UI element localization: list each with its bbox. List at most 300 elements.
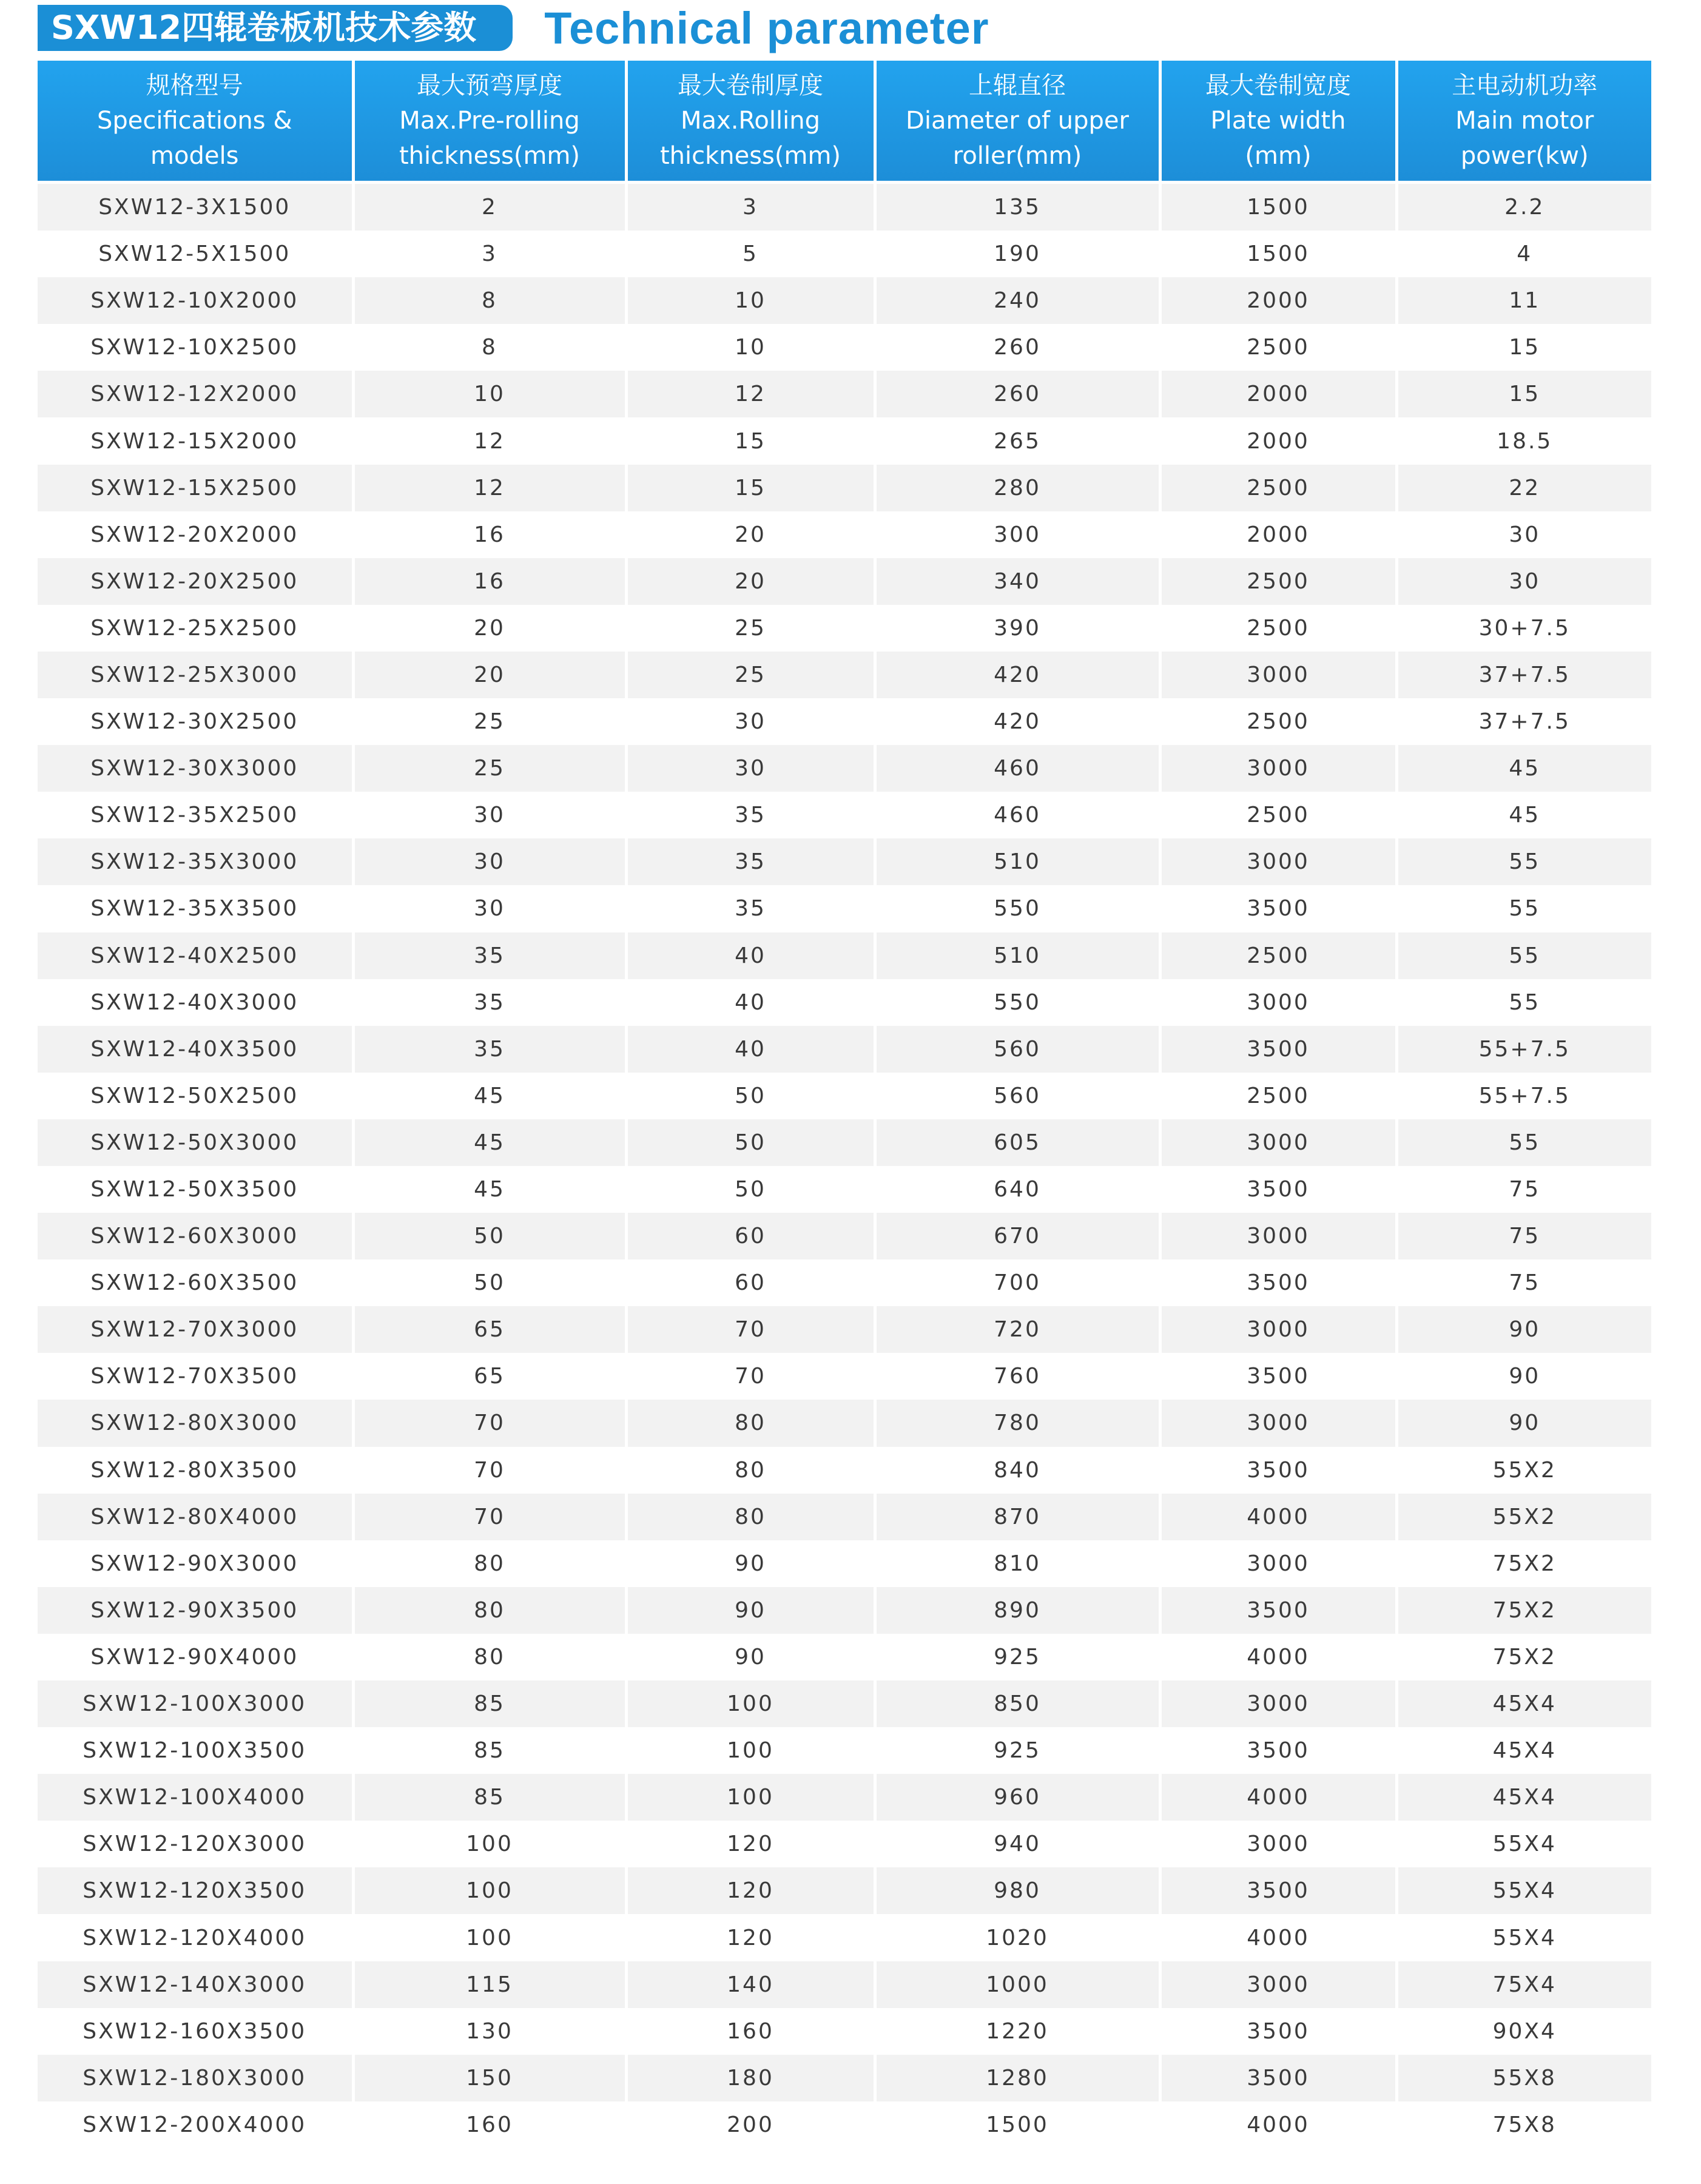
cell-motor-power: 55+7.5 [1396,1026,1651,1073]
cell-pre-rolling-thickness: 50 [353,1259,626,1306]
cell-pre-rolling-thickness: 70 [353,1400,626,1446]
cell-pre-rolling-thickness: 25 [353,745,626,792]
column-header-en: Max.Pre-rolling [399,107,580,135]
table-row [38,277,1651,324]
cell-rolling-thickness: 35 [626,792,875,838]
table-row [38,979,1651,1026]
cell-motor-power: 45 [1396,745,1651,792]
cell-rolling-thickness: 160 [626,2008,875,2055]
cell-motor-power: 30 [1396,511,1651,558]
cell-upper-roller-diameter: 260 [875,324,1160,371]
cell-motor-power: 55 [1396,979,1651,1026]
cell-plate-width: 2500 [1160,558,1396,605]
cell-rolling-thickness: 40 [626,932,875,979]
cell-pre-rolling-thickness: 20 [353,605,626,652]
cell-rolling-thickness: 140 [626,1961,875,2008]
cell-model: SXW12-70X3500 [38,1353,353,1400]
cell-plate-width: 3000 [1160,1540,1396,1587]
cell-motor-power: 75X4 [1396,1961,1651,2008]
cell-pre-rolling-thickness: 65 [353,1353,626,1400]
cell-motor-power: 15 [1396,324,1651,371]
cell-upper-roller-diameter: 260 [875,371,1160,417]
table-row [38,231,1651,277]
table-row [38,1306,1651,1353]
cell-pre-rolling-thickness: 30 [353,792,626,838]
cell-plate-width: 3500 [1160,1727,1396,1774]
cell-upper-roller-diameter: 1020 [875,1914,1160,1961]
cell-upper-roller-diameter: 340 [875,558,1160,605]
cell-motor-power: 90 [1396,1400,1651,1446]
cell-model: SXW12-60X3500 [38,1259,353,1306]
cell-pre-rolling-thickness: 115 [353,1961,626,2008]
cell-pre-rolling-thickness: 100 [353,1867,626,1914]
cell-motor-power: 55 [1396,932,1651,979]
cell-plate-width: 3000 [1160,979,1396,1026]
cell-model: SXW12-40X3000 [38,979,353,1026]
cell-pre-rolling-thickness: 16 [353,558,626,605]
column-header-en: roller(mm) [952,142,1082,170]
cell-upper-roller-diameter: 850 [875,1680,1160,1727]
cell-upper-roller-diameter: 460 [875,792,1160,838]
cell-motor-power: 37+7.5 [1396,698,1651,745]
cell-model: SXW12-90X3000 [38,1540,353,1587]
cell-motor-power: 55+7.5 [1396,1073,1651,1119]
column-header-en: Main motor [1455,107,1594,135]
table-row [38,1259,1651,1306]
column-header-cn: 最大卷制厚度 [678,72,823,99]
cell-motor-power: 4 [1396,231,1651,277]
cell-rolling-thickness: 120 [626,1914,875,1961]
cell-pre-rolling-thickness: 80 [353,1540,626,1587]
cell-upper-roller-diameter: 550 [875,885,1160,932]
cell-pre-rolling-thickness: 12 [353,417,626,464]
technical-parameter-table [38,61,1651,2148]
cell-motor-power: 45X4 [1396,1680,1651,1727]
column-header-en: Max.Rolling [681,107,820,135]
cell-upper-roller-diameter: 1500 [875,2101,1160,2148]
cell-plate-width: 4000 [1160,2101,1396,2148]
column-header-en: Plate width [1210,107,1346,135]
cell-plate-width: 2000 [1160,511,1396,558]
cell-model: SXW12-90X4000 [38,1634,353,1680]
cell-upper-roller-diameter: 240 [875,277,1160,324]
table-row [38,371,1651,417]
cell-motor-power: 45 [1396,792,1651,838]
table-row [38,1166,1651,1213]
table-row [38,1961,1651,2008]
table-row [38,2101,1651,2148]
cell-upper-roller-diameter: 870 [875,1494,1160,1540]
cell-plate-width: 1500 [1160,183,1396,231]
table-row [38,1073,1651,1119]
cell-model: SXW12-35X3500 [38,885,353,932]
cell-rolling-thickness: 70 [626,1353,875,1400]
table-row [38,1634,1651,1680]
cell-motor-power: 75 [1396,1213,1651,1259]
cell-upper-roller-diameter: 510 [875,932,1160,979]
cell-motor-power: 75 [1396,1166,1651,1213]
cell-motor-power: 45X4 [1396,1727,1651,1774]
cell-pre-rolling-thickness: 160 [353,2101,626,2148]
cell-rolling-thickness: 30 [626,698,875,745]
cell-motor-power: 2.2 [1396,183,1651,231]
cell-upper-roller-diameter: 925 [875,1727,1160,1774]
cell-upper-roller-diameter: 300 [875,511,1160,558]
cell-upper-roller-diameter: 925 [875,1634,1160,1680]
cell-rolling-thickness: 90 [626,1540,875,1587]
cell-motor-power: 55X4 [1396,1821,1651,1867]
cell-plate-width: 2000 [1160,277,1396,324]
cell-plate-width: 2500 [1160,792,1396,838]
table-row [38,324,1651,371]
cell-motor-power: 45X4 [1396,1774,1651,1821]
cell-rolling-thickness: 5 [626,231,875,277]
cell-upper-roller-diameter: 280 [875,465,1160,511]
cell-model: SXW12-30X3000 [38,745,353,792]
cell-upper-roller-diameter: 940 [875,1821,1160,1867]
column-header-en: Specifications & [96,107,292,135]
cell-motor-power: 37+7.5 [1396,652,1651,698]
table-row [38,745,1651,792]
cell-plate-width: 3000 [1160,1961,1396,2008]
cell-plate-width: 2500 [1160,324,1396,371]
cell-upper-roller-diameter: 1000 [875,1961,1160,2008]
cell-plate-width: 3000 [1160,1680,1396,1727]
cell-plate-width: 3500 [1160,1026,1396,1073]
cell-pre-rolling-thickness: 8 [353,277,626,324]
cell-upper-roller-diameter: 810 [875,1540,1160,1587]
table-row [38,183,1651,231]
cell-rolling-thickness: 80 [626,1400,875,1446]
cell-rolling-thickness: 50 [626,1119,875,1166]
cell-pre-rolling-thickness: 35 [353,1026,626,1073]
cell-plate-width: 3000 [1160,745,1396,792]
cell-rolling-thickness: 100 [626,1774,875,1821]
column-header-rolling-thickness [626,61,875,183]
cell-rolling-thickness: 100 [626,1727,875,1774]
cell-pre-rolling-thickness: 8 [353,324,626,371]
cell-pre-rolling-thickness: 80 [353,1634,626,1680]
cell-rolling-thickness: 12 [626,371,875,417]
cell-plate-width: 3000 [1160,1119,1396,1166]
cell-plate-width: 2500 [1160,605,1396,652]
cell-rolling-thickness: 40 [626,1026,875,1073]
table-row [38,1727,1651,1774]
cell-upper-roller-diameter: 1280 [875,2055,1160,2101]
cell-motor-power: 75 [1396,1259,1651,1306]
table-row [38,838,1651,885]
table-row [38,417,1651,464]
cell-upper-roller-diameter: 840 [875,1447,1160,1494]
table-row [38,1914,1651,1961]
table-row [38,792,1651,838]
cell-plate-width: 2500 [1160,1073,1396,1119]
cell-plate-width: 3000 [1160,652,1396,698]
cell-plate-width: 4000 [1160,1774,1396,1821]
cell-motor-power: 75X2 [1396,1540,1651,1587]
cell-upper-roller-diameter: 550 [875,979,1160,1026]
cell-model: SXW12-25X3000 [38,652,353,698]
cell-rolling-thickness: 70 [626,1306,875,1353]
cell-motor-power: 30+7.5 [1396,605,1651,652]
column-header-cn: 主电动机功率 [1452,72,1598,99]
column-header-plate-width [1160,61,1396,183]
cell-model: SXW12-10X2000 [38,277,353,324]
column-header-pre-rolling-thickness [353,61,626,183]
cell-motor-power: 15 [1396,371,1651,417]
cell-model: SXW12-140X3000 [38,1961,353,2008]
cell-upper-roller-diameter: 265 [875,417,1160,464]
cell-upper-roller-diameter: 670 [875,1213,1160,1259]
cell-plate-width: 4000 [1160,1494,1396,1540]
cell-pre-rolling-thickness: 45 [353,1073,626,1119]
table-row [38,1447,1651,1494]
cell-model: SXW12-180X3000 [38,2055,353,2101]
cell-motor-power: 55X4 [1396,1914,1651,1961]
cell-model: SXW12-50X3000 [38,1119,353,1166]
cell-model: SXW12-40X2500 [38,932,353,979]
cell-plate-width: 3500 [1160,885,1396,932]
cell-plate-width: 3500 [1160,1259,1396,1306]
cell-model: SXW12-40X3500 [38,1026,353,1073]
cell-model: SXW12-60X3000 [38,1213,353,1259]
cell-plate-width: 3500 [1160,1353,1396,1400]
table-row [38,511,1651,558]
cell-rolling-thickness: 35 [626,885,875,932]
cell-model: SXW12-120X3000 [38,1821,353,1867]
cell-rolling-thickness: 10 [626,324,875,371]
cell-model: SXW12-3X1500 [38,183,353,231]
cell-upper-roller-diameter: 640 [875,1166,1160,1213]
cell-model: SXW12-20X2000 [38,511,353,558]
cell-plate-width: 2500 [1160,465,1396,511]
cell-plate-width: 3000 [1160,1213,1396,1259]
cell-plate-width: 3000 [1160,1821,1396,1867]
cell-rolling-thickness: 80 [626,1494,875,1540]
cell-motor-power: 55X2 [1396,1494,1651,1540]
cell-upper-roller-diameter: 720 [875,1306,1160,1353]
table-row [38,605,1651,652]
cell-pre-rolling-thickness: 10 [353,371,626,417]
cell-plate-width: 3000 [1160,1306,1396,1353]
cell-pre-rolling-thickness: 35 [353,979,626,1026]
cell-motor-power: 55X2 [1396,1447,1651,1494]
cell-rolling-thickness: 25 [626,652,875,698]
cell-model: SXW12-15X2000 [38,417,353,464]
table-row [38,1400,1651,1446]
cell-pre-rolling-thickness: 25 [353,698,626,745]
cell-model: SXW12-80X3000 [38,1400,353,1446]
cell-model: SXW12-120X3500 [38,1867,353,1914]
cell-motor-power: 55 [1396,1119,1651,1166]
cell-upper-roller-diameter: 560 [875,1073,1160,1119]
cell-pre-rolling-thickness: 35 [353,932,626,979]
table-row [38,652,1651,698]
cell-rolling-thickness: 10 [626,277,875,324]
cell-pre-rolling-thickness: 45 [353,1166,626,1213]
table-row [38,1353,1651,1400]
cell-upper-roller-diameter: 560 [875,1026,1160,1073]
cell-model: SXW12-50X3500 [38,1166,353,1213]
cell-motor-power: 90X4 [1396,2008,1651,2055]
cell-model: SXW12-10X2500 [38,324,353,371]
cell-plate-width: 3500 [1160,1447,1396,1494]
cell-pre-rolling-thickness: 50 [353,1213,626,1259]
cell-pre-rolling-thickness: 130 [353,2008,626,2055]
cell-rolling-thickness: 25 [626,605,875,652]
cell-pre-rolling-thickness: 100 [353,1914,626,1961]
cell-plate-width: 3500 [1160,2055,1396,2101]
header-row [38,61,1651,183]
cell-upper-roller-diameter: 890 [875,1587,1160,1634]
table-row [38,1821,1651,1867]
cell-pre-rolling-thickness: 3 [353,231,626,277]
cell-model: SXW12-30X2500 [38,698,353,745]
cell-upper-roller-diameter: 420 [875,652,1160,698]
cell-upper-roller-diameter: 510 [875,838,1160,885]
cell-rolling-thickness: 90 [626,1587,875,1634]
cell-plate-width: 4000 [1160,1634,1396,1680]
cell-motor-power: 90 [1396,1306,1651,1353]
table-row [38,1867,1651,1914]
table-row [38,1587,1651,1634]
cell-model: SXW12-20X2500 [38,558,353,605]
cell-model: SXW12-35X2500 [38,792,353,838]
cell-plate-width: 3500 [1160,1587,1396,1634]
cell-upper-roller-diameter: 420 [875,698,1160,745]
cell-motor-power: 55X4 [1396,1867,1651,1914]
column-header-en: (mm) [1245,142,1312,170]
cell-upper-roller-diameter: 780 [875,1400,1160,1446]
cell-upper-roller-diameter: 700 [875,1259,1160,1306]
cell-model: SXW12-90X3500 [38,1587,353,1634]
table-row [38,465,1651,511]
cell-plate-width: 2000 [1160,371,1396,417]
column-header-cn: 上辊直径 [969,72,1066,99]
cell-upper-roller-diameter: 1220 [875,2008,1160,2055]
table-row [38,2008,1651,2055]
cell-plate-width: 3500 [1160,2008,1396,2055]
cell-model: SXW12-5X1500 [38,231,353,277]
cell-rolling-thickness: 50 [626,1073,875,1119]
cell-rolling-thickness: 20 [626,511,875,558]
cell-motor-power: 18.5 [1396,417,1651,464]
cell-rolling-thickness: 200 [626,2101,875,2148]
title-english: Technical parameter [544,2,989,53]
cell-pre-rolling-thickness: 150 [353,2055,626,2101]
column-header-cn: 规格型号 [146,72,243,99]
cell-upper-roller-diameter: 760 [875,1353,1160,1400]
cell-rolling-thickness: 80 [626,1447,875,1494]
cell-motor-power: 55 [1396,885,1651,932]
cell-pre-rolling-thickness: 45 [353,1119,626,1166]
column-header-en: models [150,142,239,170]
cell-rolling-thickness: 20 [626,558,875,605]
table-row [38,932,1651,979]
cell-upper-roller-diameter: 460 [875,745,1160,792]
cell-pre-rolling-thickness: 20 [353,652,626,698]
cell-rolling-thickness: 120 [626,1821,875,1867]
cell-pre-rolling-thickness: 85 [353,1774,626,1821]
cell-model: SXW12-200X4000 [38,2101,353,2148]
cell-rolling-thickness: 35 [626,838,875,885]
cell-upper-roller-diameter: 190 [875,231,1160,277]
column-header-motor-power [1396,61,1651,183]
cell-pre-rolling-thickness: 85 [353,1727,626,1774]
column-header-en: thickness(mm) [659,142,841,170]
table-row [38,1774,1651,1821]
cell-plate-width: 3000 [1160,1400,1396,1446]
cell-rolling-thickness: 15 [626,465,875,511]
cell-model: SXW12-12X2000 [38,371,353,417]
table-row [38,1494,1651,1540]
cell-pre-rolling-thickness: 70 [353,1447,626,1494]
cell-plate-width: 3500 [1160,1166,1396,1213]
cell-plate-width: 3500 [1160,1867,1396,1914]
column-header-cn: 最大预弯厚度 [417,72,562,99]
cell-motor-power: 30 [1396,558,1651,605]
table-row [38,2055,1651,2101]
cell-plate-width: 1500 [1160,231,1396,277]
cell-rolling-thickness: 60 [626,1213,875,1259]
cell-pre-rolling-thickness: 12 [353,465,626,511]
cell-upper-roller-diameter: 390 [875,605,1160,652]
table-row [38,1680,1651,1727]
column-header-upper-roller-diameter [875,61,1160,183]
cell-rolling-thickness: 15 [626,417,875,464]
table-row [38,698,1651,745]
cell-model: SXW12-70X3000 [38,1306,353,1353]
cell-rolling-thickness: 60 [626,1259,875,1306]
cell-motor-power: 75X8 [1396,2101,1651,2148]
cell-motor-power: 55 [1396,838,1651,885]
cell-plate-width: 3000 [1160,838,1396,885]
column-header-cn: 最大卷制宽度 [1205,72,1351,99]
cell-plate-width: 2000 [1160,417,1396,464]
column-header-en: Diameter of upper [906,107,1129,135]
cell-upper-roller-diameter: 980 [875,1867,1160,1914]
cell-model: SXW12-100X3500 [38,1727,353,1774]
cell-rolling-thickness: 90 [626,1634,875,1680]
cell-upper-roller-diameter: 960 [875,1774,1160,1821]
cell-pre-rolling-thickness: 85 [353,1680,626,1727]
cell-model: SXW12-35X3000 [38,838,353,885]
cell-pre-rolling-thickness: 30 [353,838,626,885]
cell-motor-power: 22 [1396,465,1651,511]
cell-upper-roller-diameter: 135 [875,183,1160,231]
table-row [38,1213,1651,1259]
column-header-en: thickness(mm) [399,142,581,170]
cell-motor-power: 55X8 [1396,2055,1651,2101]
table-row [38,885,1651,932]
title-bar [38,2,989,53]
cell-plate-width: 2500 [1160,932,1396,979]
cell-pre-rolling-thickness: 70 [353,1494,626,1540]
cell-pre-rolling-thickness: 100 [353,1821,626,1867]
cell-pre-rolling-thickness: 30 [353,885,626,932]
cell-pre-rolling-thickness: 80 [353,1587,626,1634]
cell-model: SXW12-80X4000 [38,1494,353,1540]
table-row [38,1119,1651,1166]
cell-model: SXW12-100X4000 [38,1774,353,1821]
column-header-en: power(kw) [1460,142,1589,170]
cell-model: SXW12-160X3500 [38,2008,353,2055]
cell-rolling-thickness: 100 [626,1680,875,1727]
title-chinese: SXW12四辊卷板机技术参数 [38,5,513,51]
cell-motor-power: 75X2 [1396,1634,1651,1680]
table-row [38,1026,1651,1073]
cell-pre-rolling-thickness: 16 [353,511,626,558]
